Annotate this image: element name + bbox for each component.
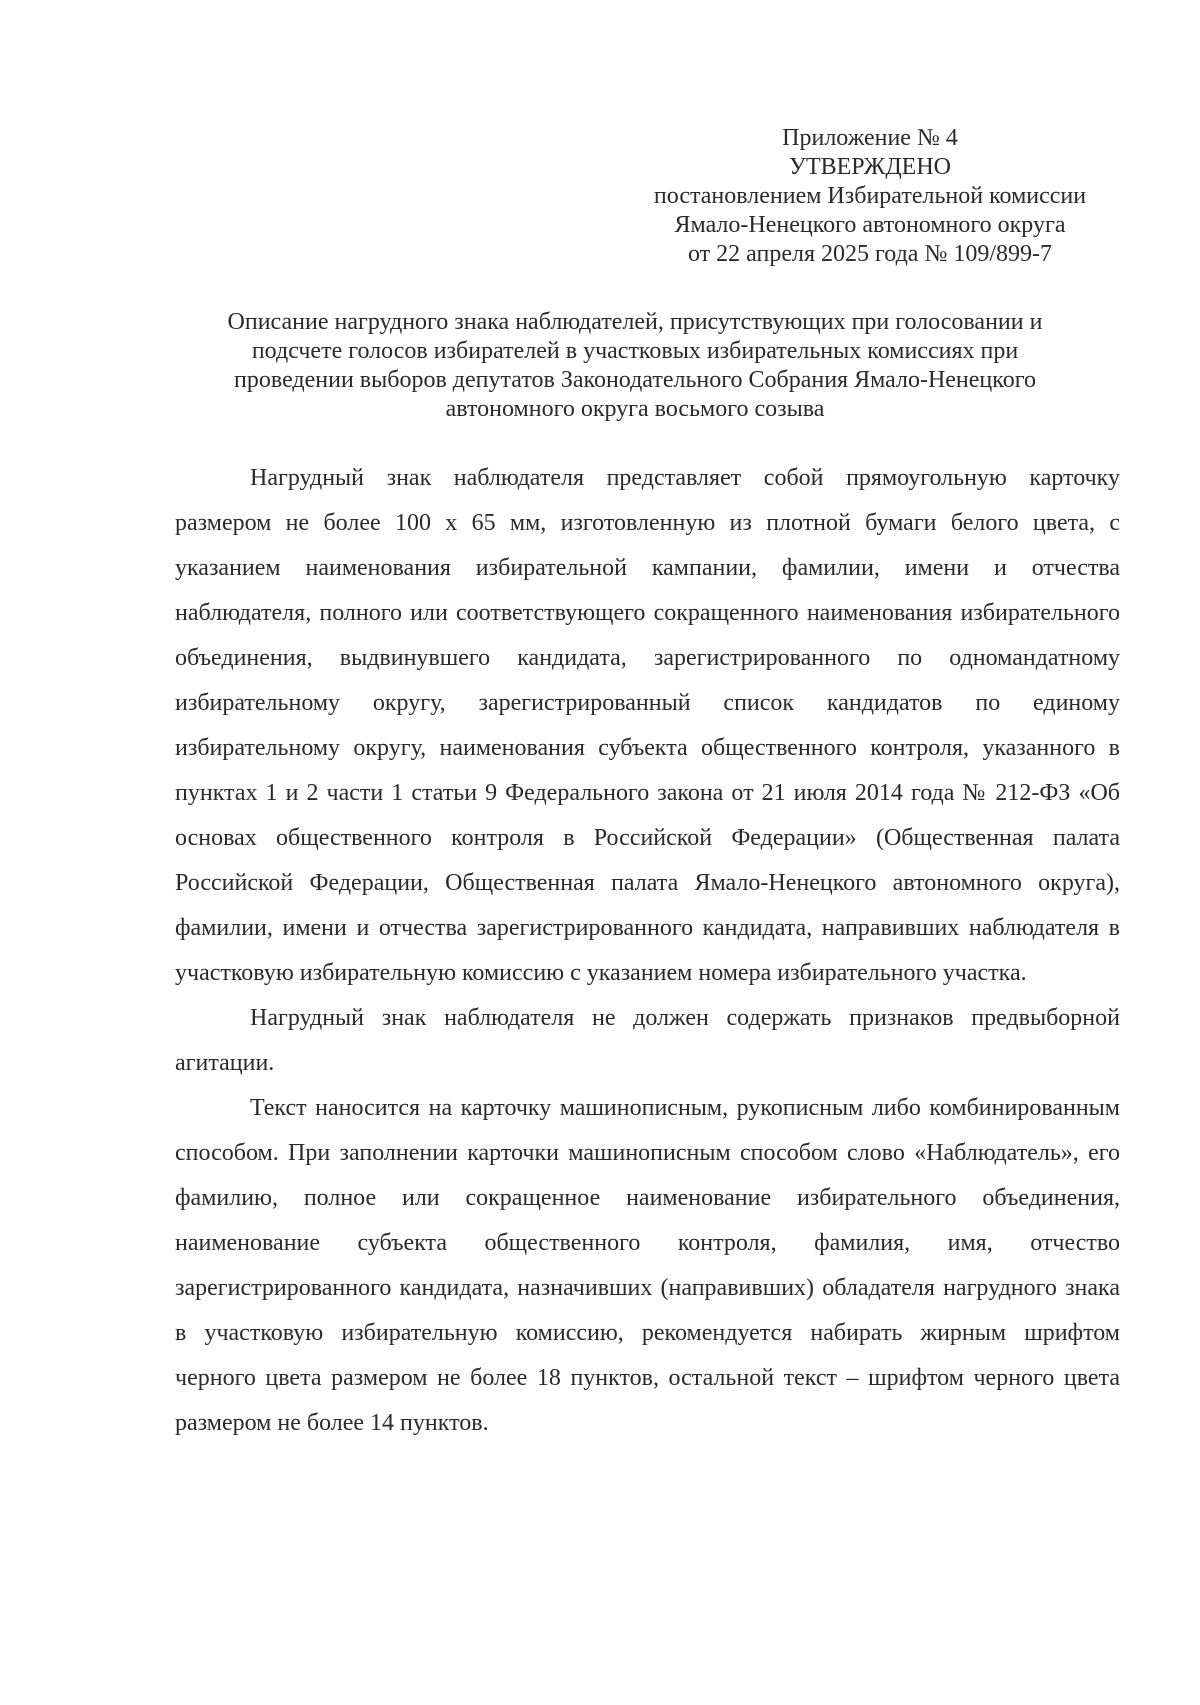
title-line-4: автономного округа восьмого созыва: [445, 396, 825, 422]
annex-number: Приложение № 4: [782, 125, 958, 151]
approval-authority-line2: Ямало-Ненецкого автономного округа: [674, 212, 1066, 238]
approval-authority-line1: постановлением Избирательной комиссии: [653, 183, 1087, 209]
document-title: [175, 308, 1095, 424]
approval-stamp: УТВЕРЖДЕНО: [788, 154, 952, 180]
paragraph-text-formatting: Текст наносится на карточку машинописным, рукописным либо комбинированным способом. При заполнении карточки машинописным способом слово «Наблюдатель», его фамилию, полное или сокращенное наименование избирательного объединения, наименование субъекта общественного контроля, фамилия, имя, отчество зарегистрированного кандидата, назначивших (направивших) обладателя нагрудного знака в участковую избирательную комиссию, рекомендуется набирать жирным шрифтом черного цвета размером не более 18 пунктов, остальной текст – шрифтом черного цвета размером не более 14 пунктов.: [175, 1095, 1120, 1436]
paragraph-no-agitation: Нагрудный знак наблюдателя не должен содержать признаков предвыборной агитации.: [175, 1005, 1120, 1076]
title-line-2: подсчете голосов избирателей в участковых избирательных комиссиях при: [251, 338, 1019, 364]
approval-block: [600, 124, 1140, 269]
title-line-3: проведении выборов депутатов Законодательного Собрания Ямало-Ненецкого: [234, 367, 1036, 393]
approval-date: от 22 апреля 2025 года № 109/899-7: [688, 241, 1052, 267]
title-line-1: Описание нагрудного знака наблюдателей, присутствующих при голосовании и: [227, 309, 1043, 335]
document-body: [175, 456, 1120, 1446]
paragraph-badge-description: Нагрудный знак наблюдателя представляет собой прямоугольную карточку размером не более 100 х 65 мм, изготовленную из плотной бумаги белого цвета, с указанием наименования избирательной кампании, фамилии, имени и отчества наблюдателя, полного или соответствующего сокращенного наименования избирательного объединения, выдвинувшего кандидата, зарегистрированного по одномандатному избирательному округу, зарегистрированный список кандидатов по единому избирательному округу, наименования субъекта общественного контроля, указанного в пунктах 1 и 2 части 1 статьи 9 Федерального закона от 21 июля 2014 года № 212-ФЗ «Об основах общественного контроля в Российской Федерации» (Общественная палата Российской Федерации, Общественная палата Ямало-Ненецкого автономного округа), фамилии, имени и отчества зарегистрированного кандидата, направивших наблюдателя в участковую избирательную комиссию с указанием номера избирательного участка.: [175, 465, 1120, 986]
